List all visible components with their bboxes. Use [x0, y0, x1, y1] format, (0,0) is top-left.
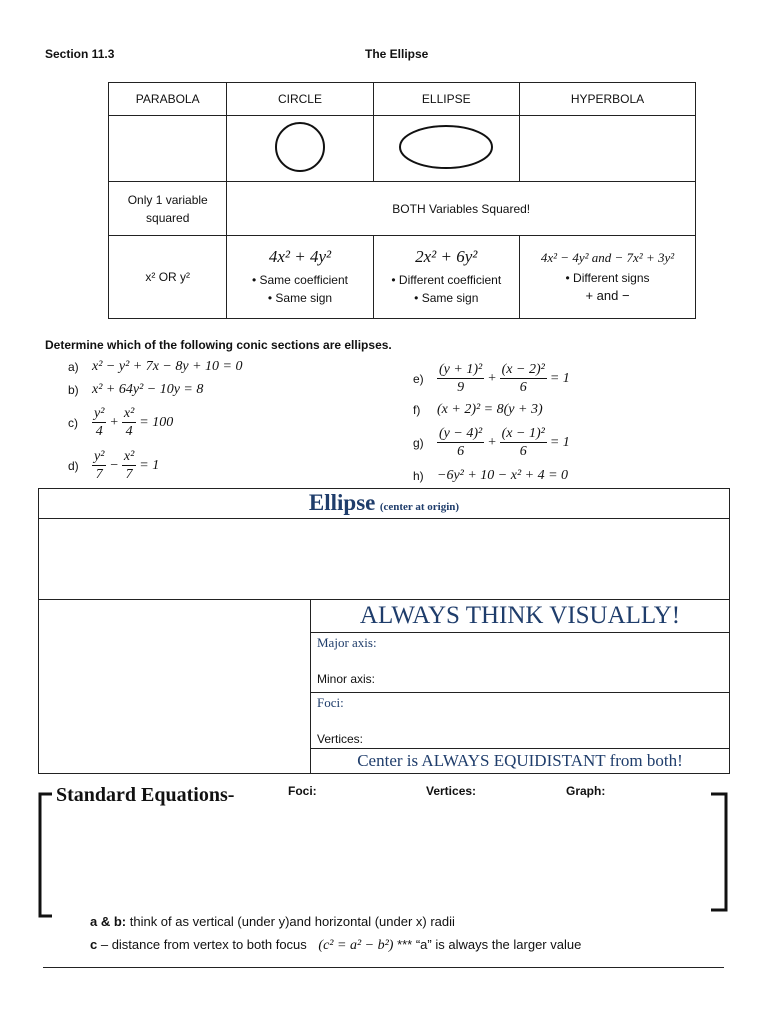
col-ellipse: ELLIPSE [373, 83, 520, 116]
problem-e-frac-1 [437, 361, 484, 396]
parabola-shape-cell [109, 116, 227, 182]
c-note-text: – distance from vertex to both focus [97, 937, 307, 952]
hyperbola-bullet: Different signs [573, 270, 650, 285]
ab-note [90, 914, 455, 929]
problem-c-frac-2 [122, 405, 136, 440]
c-note-label: c [90, 937, 98, 952]
frac-numerator: y² [94, 406, 105, 421]
circle-bullet-1: Same coefficient [259, 273, 348, 287]
problem-h-equation: −6y² + 10 − x² + 4 = 0 [437, 468, 569, 483]
ellipse-bullet-1: Different coefficient [398, 273, 502, 287]
col-circle: CIRCLE [227, 83, 373, 116]
both-squared-rule: BOTH Variables Squared! [227, 182, 696, 236]
section-label: Section 11.3 [45, 47, 115, 61]
problem-c [68, 405, 173, 440]
right-bracket [708, 790, 730, 914]
operator: + [487, 370, 497, 386]
problem-c-frac-1 [92, 405, 106, 440]
circle-shape-cell [227, 116, 373, 182]
ellipse-header [38, 488, 730, 519]
frac-numerator: (x − 1)² [501, 426, 545, 441]
circle-bullet-2: Same sign [275, 291, 333, 305]
frac-numerator: (x − 2)² [501, 362, 545, 377]
col-parabola: PARABOLA [109, 83, 227, 116]
col-hyperbola: HYPERBOLA [520, 83, 696, 116]
vertices-label: Vertices: [317, 732, 364, 746]
problem-b [68, 382, 203, 398]
ellipse-subtitle: (center at origin) [379, 501, 460, 513]
frac-numerator: (y + 1)² [439, 362, 483, 377]
conic-table [108, 82, 696, 319]
frac-denominator: 9 [457, 380, 465, 395]
foci-label: Foci: [317, 695, 344, 710]
minor-axis-label: Minor axis: [317, 672, 376, 686]
problem-f [413, 402, 543, 418]
ellipse-shape-cell [373, 116, 520, 182]
ellipse-form: 2x² + 6y² • Different coefficient • Same sign [373, 236, 520, 319]
frac-numerator: y² [94, 449, 105, 464]
hyperbola-equation: 4x² − 4y² and − 7x² + 3y² [540, 249, 675, 265]
problem-g [413, 425, 570, 460]
problem-d-label: d) [68, 458, 79, 473]
problem-g-frac-1 [437, 425, 484, 460]
problem-b-equation: x² + 64y² − 10y = 8 [92, 382, 204, 397]
problem-f-equation: (x + 2)² = 8(y + 3) [437, 402, 543, 417]
problem-b-label: b) [68, 383, 79, 397]
ellipse-bullet-2: Same sign [421, 291, 479, 305]
parabola-form: x² OR y² [109, 236, 227, 319]
standard-equations-title: Standard Equations- [56, 784, 235, 806]
std-vertices-label: Vertices: [426, 784, 477, 798]
frac-denominator: 7 [95, 467, 103, 482]
ellipse-equation: 2x² + 6y² [415, 247, 478, 266]
problem-c-label: c) [68, 415, 78, 430]
c-note-equation: (c² = a² − b²) [318, 938, 394, 953]
left-bracket [36, 790, 56, 920]
problem-d [68, 448, 159, 483]
major-axis-label: Major axis: [317, 635, 377, 650]
ab-note-text: think of as vertical (under y)and horizontal (under x) radii [126, 914, 455, 929]
problem-d-frac-2 [122, 448, 136, 483]
circle-equation: 4x² + 4y² [268, 247, 332, 266]
problem-a-equation: x² − y² + 7x − 8y + 10 = 0 [92, 359, 243, 374]
problem-g-label: g) [413, 435, 424, 450]
problem-d-frac-1 [92, 448, 106, 483]
c-note-tail: *** “a” is always the larger value [393, 937, 582, 952]
problem-e-label: e) [413, 371, 424, 386]
problem-g-frac-2 [500, 425, 547, 460]
ab-note-label: a & b: [90, 914, 127, 929]
frac-denominator: 7 [125, 467, 133, 482]
ellipse-shape [396, 119, 496, 175]
frac-denominator: 4 [125, 424, 133, 439]
frac-denominator: 6 [519, 444, 527, 459]
rhs: = 1 [139, 457, 160, 473]
frac-denominator: 6 [519, 380, 527, 395]
bottom-rule [43, 967, 724, 968]
operator: − [109, 457, 119, 473]
rhs: = 1 [549, 434, 570, 450]
problems-prompt: Determine which of the following conic sections are ellipses. [45, 338, 392, 352]
foci-section [310, 692, 730, 749]
problem-e-frac-2 [500, 361, 547, 396]
std-graph-label: Graph: [566, 784, 606, 798]
center-note: Center is ALWAYS EQUIDISTANT from both! [357, 751, 683, 770]
problem-a-label: a) [68, 360, 79, 374]
always-think-visually: ALWAYS THINK VISUALLY! [310, 600, 730, 633]
std-foci-label: Foci: [288, 784, 317, 798]
rhs: = 1 [549, 370, 570, 386]
operator: + [487, 434, 497, 450]
ellipse-title: Ellipse [308, 490, 376, 515]
circle-shape [270, 119, 330, 175]
hyperbola-form: 4x² − 4y² and − 7x² + 3y² • Different signs + and − [520, 236, 696, 319]
problem-a [68, 359, 243, 375]
problem-f-label: f) [413, 403, 421, 417]
parabola-rule: Only 1 variable squared [109, 182, 227, 236]
circle-form: 4x² + 4y² • Same coefficient • Same sign [227, 236, 373, 319]
hyperbola-shape-cell [520, 116, 696, 182]
page-title: The Ellipse [365, 47, 429, 61]
c-note [90, 937, 581, 954]
frac-denominator: 4 [95, 424, 103, 439]
hyperbola-signs: + and − [585, 287, 630, 303]
frac-numerator: (y − 4)² [439, 426, 483, 441]
frac-numerator: x² [123, 406, 135, 421]
rhs: = 100 [139, 414, 174, 430]
frac-numerator: x² [123, 449, 135, 464]
problem-e [413, 361, 570, 396]
axis-section [310, 632, 730, 693]
frac-denominator: 6 [457, 444, 465, 459]
problem-h-label: h) [413, 469, 424, 483]
problem-h [413, 468, 568, 484]
operator: + [109, 414, 119, 430]
